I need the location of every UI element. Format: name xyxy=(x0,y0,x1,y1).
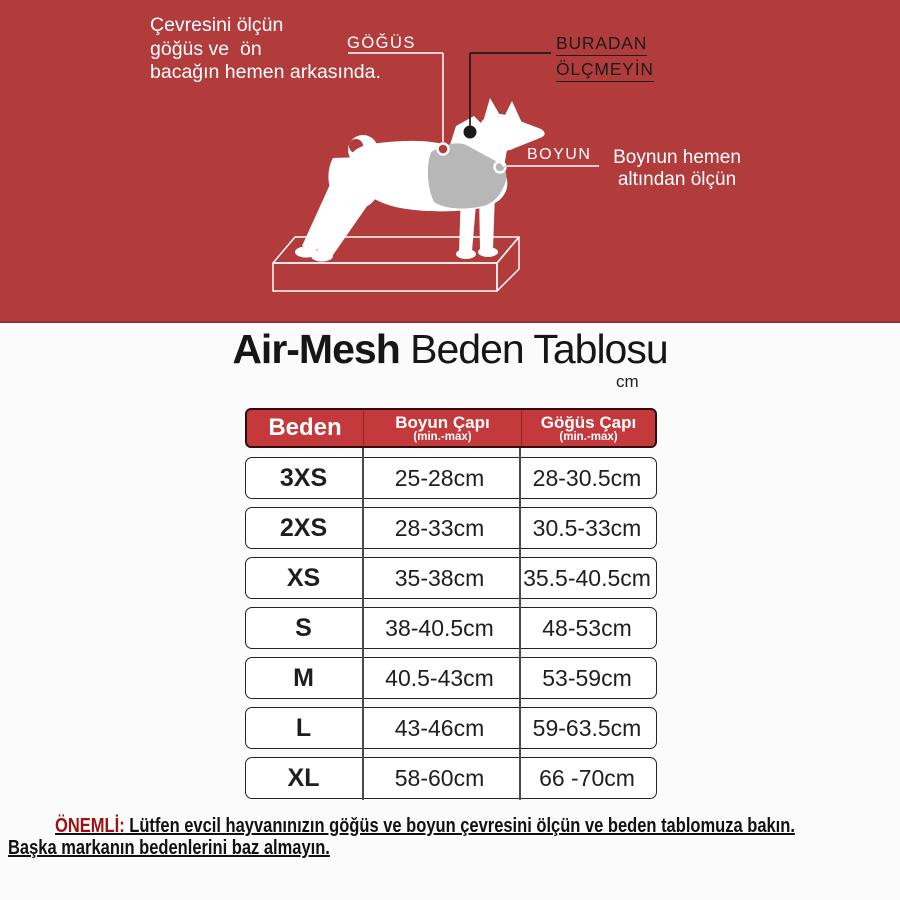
boyun-label: BOYUN xyxy=(527,146,592,163)
size-cell: 3XS xyxy=(279,463,328,492)
size-cell: XL xyxy=(287,763,320,792)
size-cell: L xyxy=(295,713,312,742)
header-gogus-capi xyxy=(521,410,655,446)
table-row xyxy=(245,507,657,549)
gogus-marker-circle xyxy=(438,144,449,155)
neck-cell: 35-38cm xyxy=(394,564,485,591)
neck-cell: 43-46cm xyxy=(394,714,485,741)
column-divider-2 xyxy=(519,448,521,800)
measurement-diagram-banner xyxy=(0,0,900,323)
neck-measure-note xyxy=(597,147,757,190)
chest-cell: 53-59cm xyxy=(542,664,632,691)
chest-cell: 66 -70cm xyxy=(539,764,635,791)
chest-cell: 48-53cm xyxy=(542,614,632,641)
table-row xyxy=(245,607,657,649)
neck-note-line1: Boynun hemen xyxy=(613,147,741,168)
column-divider-1 xyxy=(362,448,364,800)
neck-cell: 25-28cm xyxy=(394,464,485,491)
important-note xyxy=(8,815,895,859)
size-cell: M xyxy=(293,663,314,692)
header-gogus-main: Göğüs Çapı xyxy=(540,412,637,432)
important-text-line2: Başka markanın bedenlerini baz almayın. xyxy=(8,837,330,859)
chest-cell: 35.5-40.5cm xyxy=(523,564,651,591)
header-gogus-sub: (min.-max) xyxy=(559,430,618,443)
table-header xyxy=(245,408,657,448)
header-boyun-main: Boyun Çapı xyxy=(395,412,490,432)
unit-label: cm xyxy=(616,372,639,391)
title-rest: Beden Tablosu xyxy=(399,326,668,372)
page-title xyxy=(0,326,900,373)
header-boyun-sub: (min.-max) xyxy=(413,430,472,443)
chest-note-line3: bacağın hemen arkasında. xyxy=(150,61,381,83)
do-not-measure-dot xyxy=(464,126,477,139)
table-row xyxy=(245,457,657,499)
do-not-measure-line2: ÖLÇMEYİN xyxy=(556,59,654,82)
header-beden: Beden xyxy=(268,414,342,441)
table-row xyxy=(245,757,657,799)
chest-cell: 28-30.5cm xyxy=(532,464,642,491)
table-row xyxy=(245,707,657,749)
chest-note-line1: Çevresini ölçün xyxy=(150,14,284,36)
do-not-measure-line1: BURADAN xyxy=(556,33,647,56)
chest-cell: 30.5-33cm xyxy=(532,514,642,541)
do-not-measure-label xyxy=(556,33,654,85)
neck-note-line2: altından ölçün xyxy=(617,168,737,190)
chest-cell: 59-63.5cm xyxy=(532,714,642,741)
chest-note-line2: göğüs ve ön xyxy=(150,37,262,60)
header-boyun-capi xyxy=(363,410,521,446)
gogus-label: GÖĞÜS xyxy=(347,34,416,52)
neck-cell: 28-33cm xyxy=(394,514,485,541)
table-row xyxy=(245,657,657,699)
dog-measurement-illustration xyxy=(0,0,900,321)
important-text-line1: Lütfen evcil hayvanınızın göğüs ve boyun çevresini ölçün ve beden tablomuza bakın. xyxy=(124,815,795,837)
neck-cell: 38-40.5cm xyxy=(385,614,494,641)
brand-name: Air-Mesh xyxy=(232,326,400,372)
important-label: ÖNEMLİ: xyxy=(55,815,125,837)
neck-cell: 58-60cm xyxy=(394,764,485,791)
table-row xyxy=(245,557,657,599)
neck-cell: 40.5-43cm xyxy=(385,664,494,691)
size-cell: XS xyxy=(286,563,321,592)
size-cell: S xyxy=(295,613,312,642)
table-body xyxy=(245,457,657,807)
size-cell: 2XS xyxy=(279,513,328,542)
